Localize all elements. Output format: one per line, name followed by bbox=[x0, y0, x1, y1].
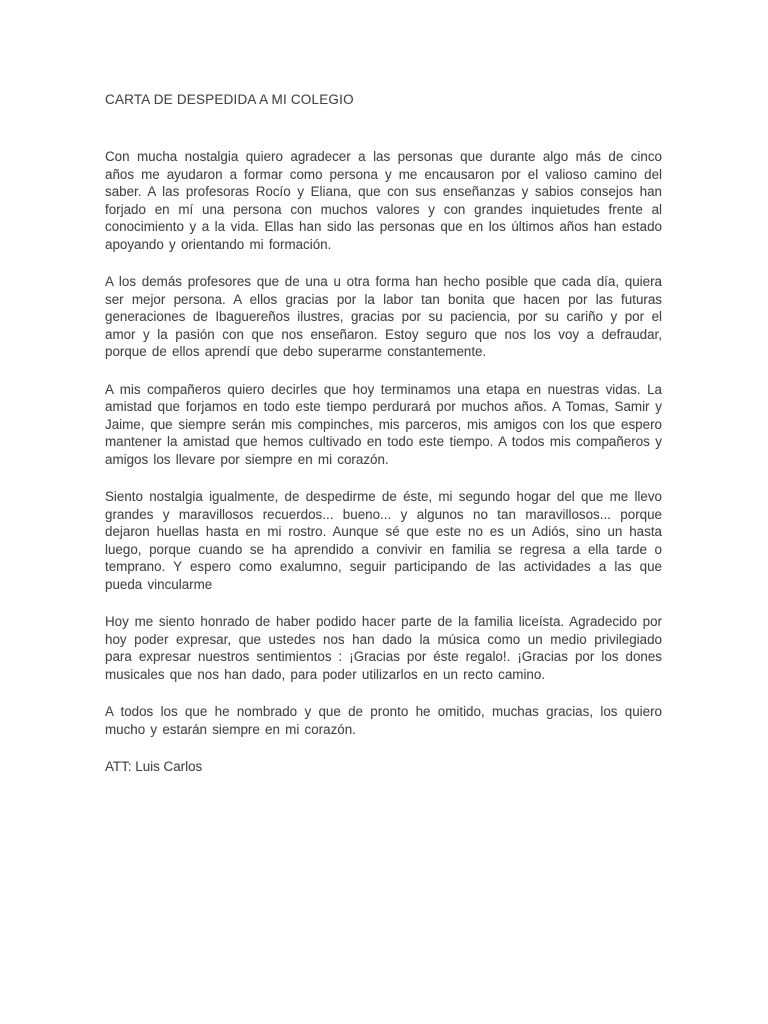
letter-paragraph-4: Siento nostalgia igualmente, de despedirme de éste, mi segundo hogar del que me llevo grandes y maravillosos recuerdos... bueno... y algunos no tan maravillosos... porque dejaron huellas hasta en mi rostro. Aunque sé que este no es un Adiós, sino un hasta luego, porque cuando se ha aprendido a convivir en familia se regresa a ella tarde o temprano. Y espero como exalumno, seguir participando de las actividades a las que pueda vincularme bbox=[105, 489, 662, 592]
letter-paragraph-5: Hoy me siento honrado de haber podido hacer parte de la familia liceísta. Agradecido por hoy poder expresar, que ustedes nos han dado la música como un medio privilegiado para expresar nuestros sentimientos : ¡Gracias por éste regalo!. ¡Gracias por los dones musicales que nos han dado, para poder utilizarlos en un recto camino. bbox=[105, 614, 662, 682]
letter-paragraph-1: Con mucha nostalgia quiero agradecer a las personas que durante algo más de cinco años me ayudaron a formar como persona y me encausaron por el valioso camino del saber. A las profesoras Rocío y Eliana, que con sus enseñanzas y sabios consejos han forjado en mí una persona con muchos valores y con grandes inquietudes frente al conocimiento y a la vida. Ellas han sido las personas que en los últimos años han estado apoyando y orientando mi formación. bbox=[105, 149, 662, 252]
letter-content bbox=[105, 93, 662, 796]
letter-title: CARTA DE DESPEDIDA A MI COLEGIO bbox=[105, 92, 354, 107]
letter-signature: ATT: Luis Carlos bbox=[105, 759, 203, 774]
letter-paragraph-6: A todos los que he nombrado y que de pronto he omitido, muchas gracias, los quiero mucho y estarán siempre en mi corazón. bbox=[105, 704, 662, 737]
letter-paragraph-2: A los demás profesores que de una u otra forma han hecho posible que cada día, quiera ser mejor persona. A ellos gracias por la labor tan bonita que hacen por las futuras generaciones de Ibaguereños ilustres, gracias por su paciencia, por su cariño y por el amor y la pasión con que nos enseñaron. Estoy seguro que nos los voy a defraudar, porque de ellos aprendí que debo superarme constantemente. bbox=[105, 274, 662, 359]
letter-paragraph-3: A mis compañeros quiero decirles que hoy terminamos una etapa en nuestras vidas. La amistad que forjamos en todo este tiempo perdurará por muchos años. A Tomas, Samir y Jaime, que siempre serán mis compinches, mis parceros, mis amigos con los que espero mantener la amistad que hemos cultivado en todo este tiempo. A todos mis compañeros y amigos los llevare por siempre en mi corazón. bbox=[105, 381, 662, 467]
